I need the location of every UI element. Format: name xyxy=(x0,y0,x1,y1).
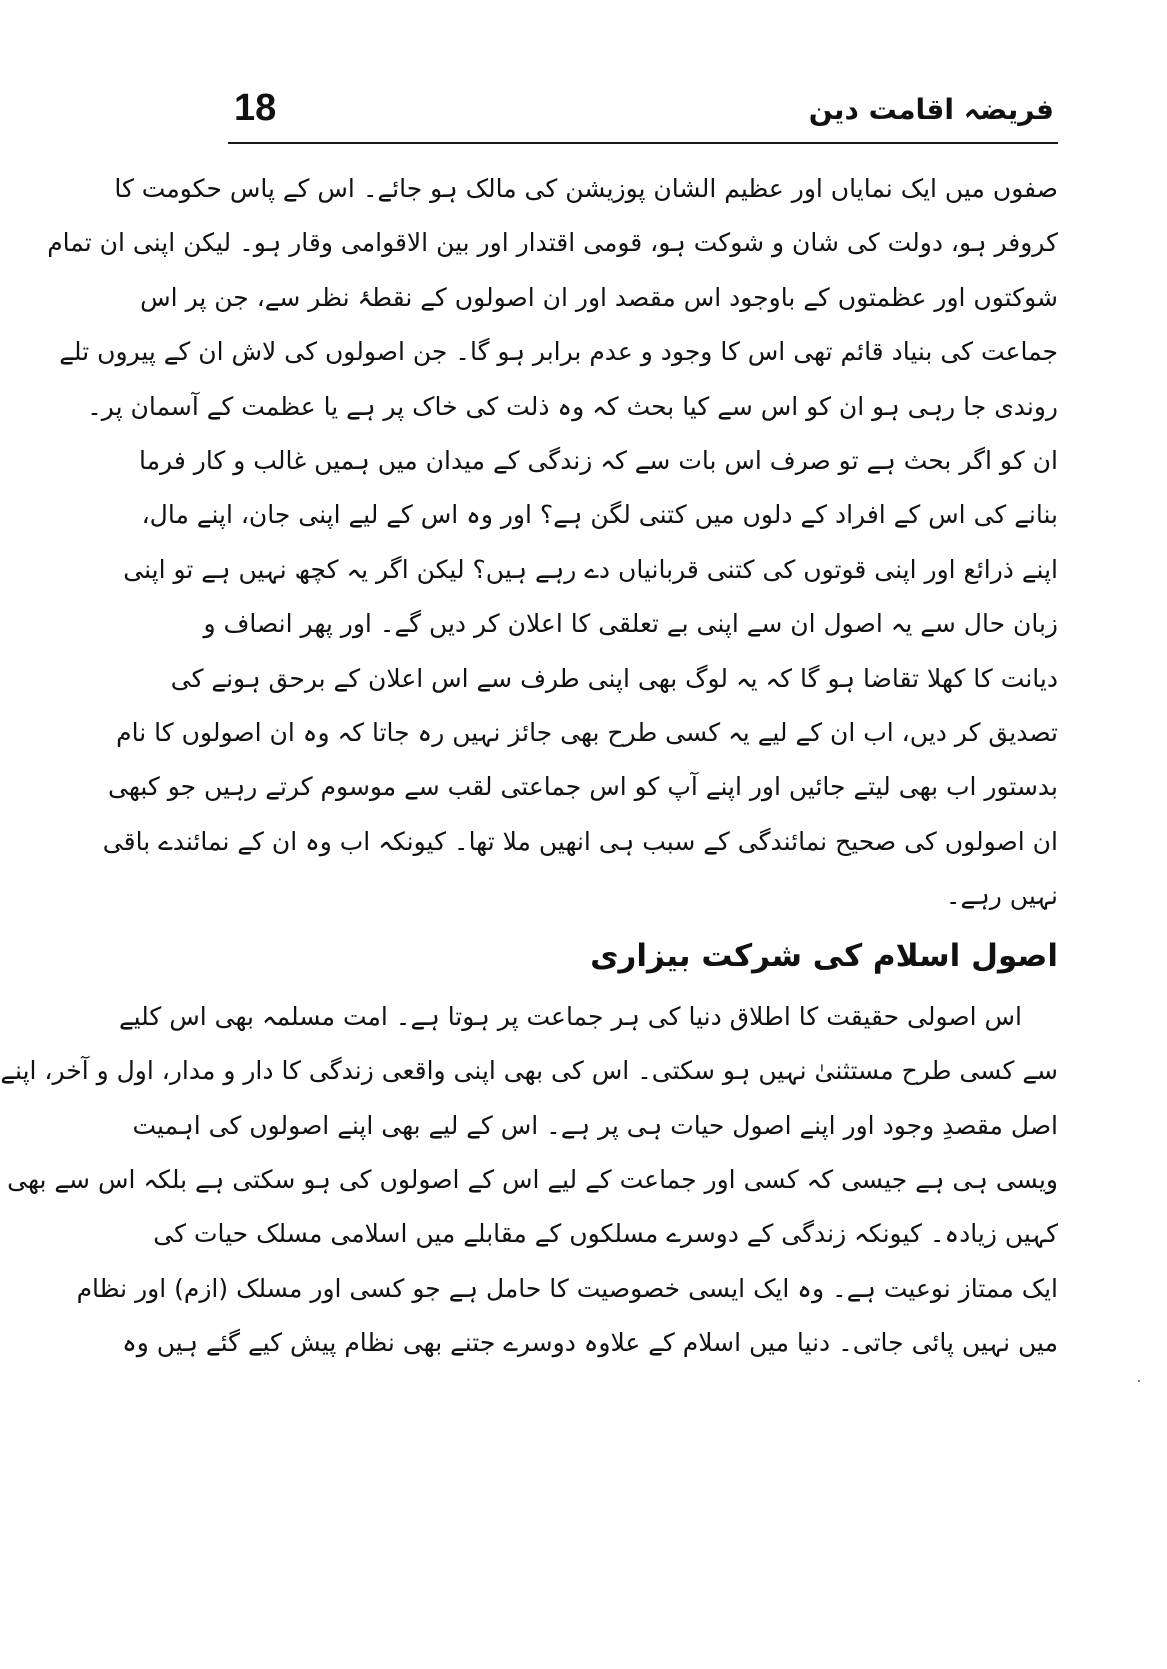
book-page xyxy=(0,70,1058,1610)
text-line: کروفر ہو، دولت کی شان و شوکت ہو، قومی اقتدار اور بین الاقوامی وقار ہو۔ لیکن اپنی ان تمام xyxy=(47,228,1058,258)
paragraph xyxy=(47,162,1058,924)
text-line: جماعت کی بنیاد قائم تھی اس کا وجود و عدم برابر ہو گا۔ جن اصولوں کی لاش ان کے پیروں تلے xyxy=(59,337,1058,367)
text-line: ویسی ہی ہے جیسی کہ کسی اور جماعت کے لیے اس کے اصولوں کی ہو سکتی ہے بلکہ اس سے بھی xyxy=(7,1164,1058,1194)
page-header xyxy=(228,70,1058,144)
text-line: بنانے کی اس کے افراد کے دلوں میں کتنی لگن ہے؟ اور وہ اس کے لیے اپنی جان، اپنے مال، xyxy=(141,500,1058,530)
text-line: صفوں میں ایک نمایاں اور عظیم الشان پوزیشن کی مالک ہو جائے۔ اس کے پاس حکومت کا xyxy=(114,174,1058,203)
running-title: فریضہ اقامت دین xyxy=(808,93,1054,126)
text-line: دیانت کا کھلا تقاضا ہو گا کہ یہ لوگ بھی اپنی طرف سے اس اعلان کے برحق ہونے کی xyxy=(170,663,1058,693)
text-line: اپنے ذرائع اور اپنی قوتوں کی کتنی قربانیاں دے رہے ہیں؟ لیکن اگر یہ کچھ نہیں ہے تو اپنی xyxy=(123,554,1058,584)
text-line: زبان حال سے یہ اصول ان سے اپنی بے تعلقی کا اعلان کر دیں گے۔ اور پھر انصاف و xyxy=(203,609,1058,639)
text-line: روندی جا رہی ہو ان کو اس سے کیا بحث کہ وہ ذلت کی خاک پر ہے یا عظمت کے آسمان پر۔ xyxy=(87,391,1058,421)
text-line: سے کسی طرح مستثنیٰ نہیں ہو سکتی۔ اس کی بھی اپنی واقعی زندگی کا دار و مدار، اول و آخر، اپنے xyxy=(0,1056,1058,1086)
text-line: ان کو اگر بحث ہے تو صرف اس بات سے کہ زندگی کے میدان میں ہمیں غالب و کار فرما xyxy=(139,446,1058,476)
text-line: تصدیق کر دیں، اب ان کے لیے یہ کسی طرح بھی جائز نہیں رہ جاتا کہ وہ ان اصولوں کا نام xyxy=(116,718,1058,748)
text-line: اصل مقصدِ وجود اور اپنے اصول حیات ہی پر ہے۔ اس کے لیے بھی اپنے اصولوں کی اہمیت xyxy=(132,1110,1058,1140)
scan-speck xyxy=(1138,1380,1140,1382)
text-line: اس اصولی حقیقت کا اطلاق دنیا کی ہر جماعت پر ہوتا ہے۔ امت مسلمہ بھی اس کلیے xyxy=(118,1001,1022,1031)
paragraph xyxy=(0,990,1058,1371)
text-line: کہیں زیادہ۔ کیونکہ زندگی کے دوسرے مسلکوں کے مقابلے میں اسلامی مسلک حیات کی xyxy=(153,1219,1058,1249)
text-line: میں نہیں پائی جاتی۔ دنیا میں اسلام کے علاوہ دوسرے جتنے بھی نظام پیش کیے گئے ہیں وہ xyxy=(122,1328,1058,1358)
text-line: شوکتوں اور عظمتوں کے باوجود اس مقصد اور ان اصولوں کے نقطۂ نظر سے، جن پر اس xyxy=(140,282,1058,312)
text-line: ایک ممتاز نوعیت ہے۔ وہ ایک ایسی خصوصیت کا حامل ہے جو کسی اور مسلک (ازم) اور نظام xyxy=(76,1273,1058,1303)
page-number: 18 xyxy=(234,87,277,129)
text-line: بدستور اب بھی لیتے جائیں اور اپنے آپ کو اس جماعتی لقب سے موسوم کرتے رہیں جو کبھی xyxy=(107,772,1058,802)
section-heading: اصول اسلام کی شرکت بیزاری xyxy=(590,937,1058,974)
text-line: نہیں رہے۔ xyxy=(945,881,1058,911)
text-line: ان اصولوں کی صحیح نمائندگی کے سبب ہی انھیں ملا تھا۔ کیونکہ اب وہ ان کے نمائندے باقی xyxy=(102,826,1058,856)
page-body xyxy=(0,162,1058,1371)
